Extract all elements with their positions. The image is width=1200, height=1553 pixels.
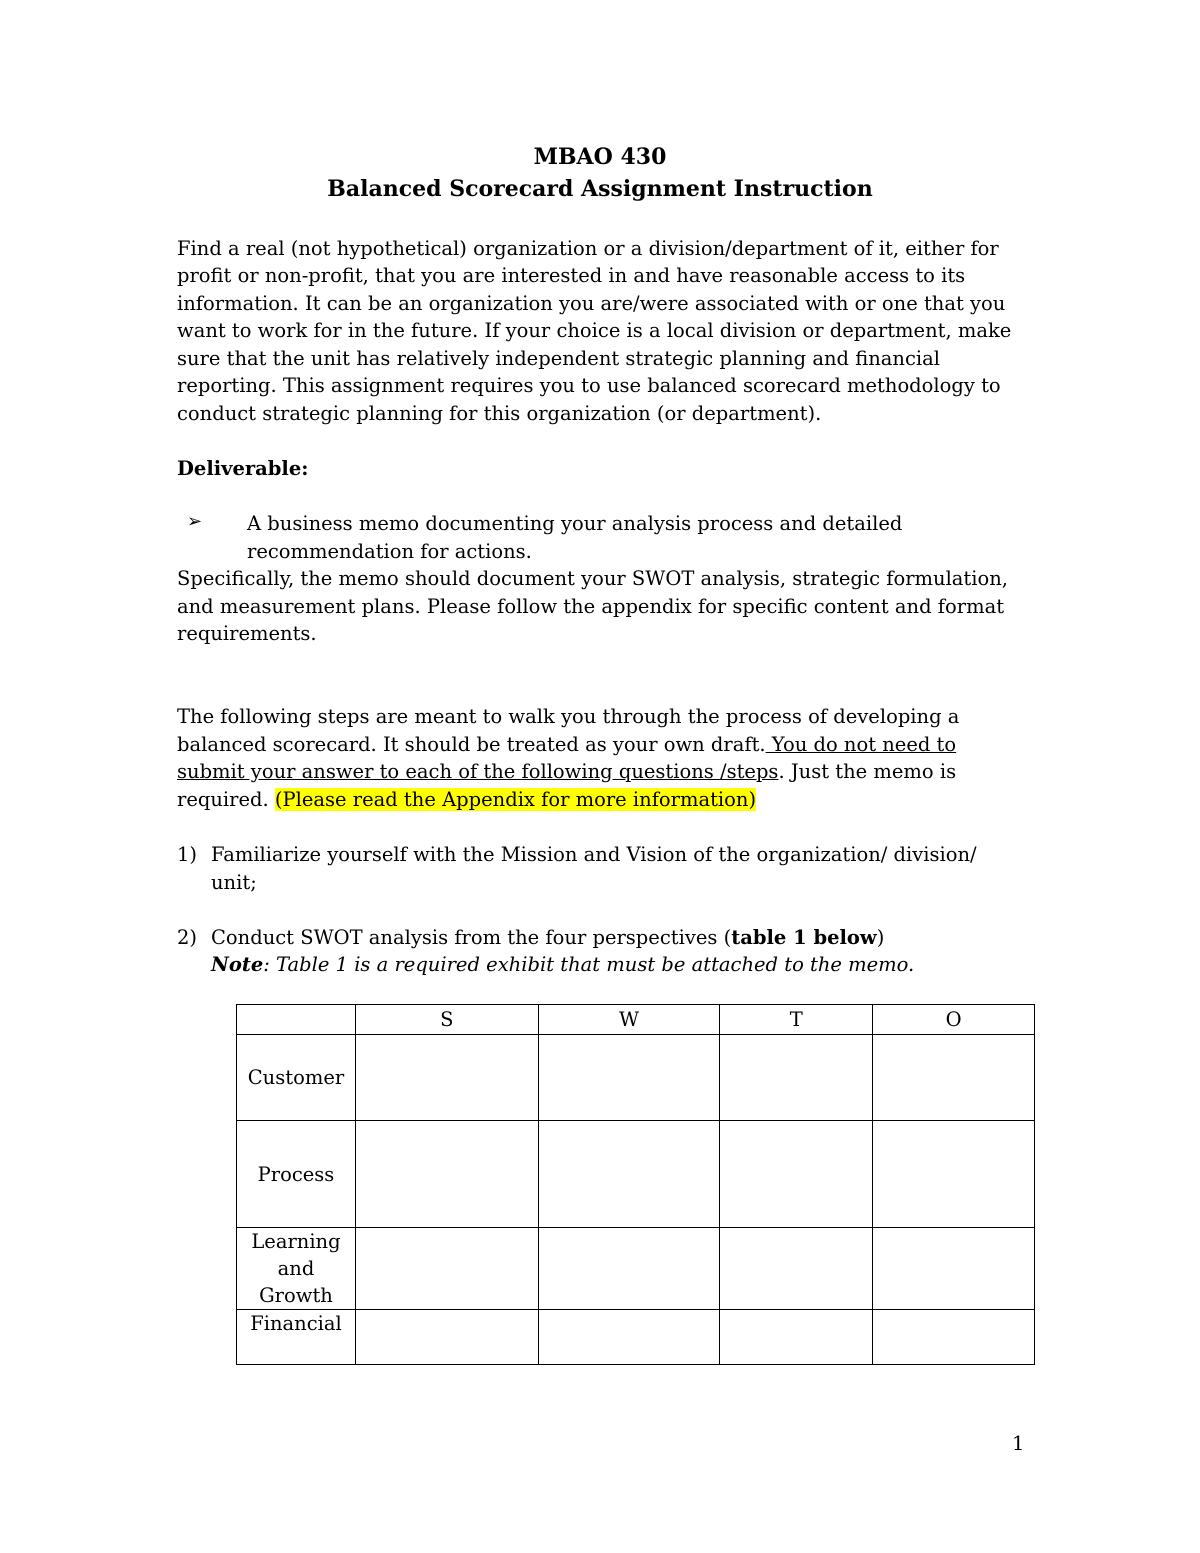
deliverable-detail-line: and measurement plans. Please follow the appendix for specific content and format: [177, 595, 1005, 618]
intro-line: information. It can be an organization you are/were associated with or one that you: [177, 292, 1006, 315]
table-cell: [538, 1310, 720, 1365]
row-label: [237, 1228, 356, 1310]
note-label: Note: [211, 953, 264, 976]
table-cell: [873, 1035, 1035, 1121]
table-cell: [355, 1121, 538, 1228]
bullet-line: recommendation for actions.: [247, 540, 532, 563]
table-cell: [873, 1228, 1035, 1310]
deliverable-heading: Deliverable:: [177, 457, 309, 480]
step-number: 1): [177, 843, 198, 866]
steps-intro-line: The following steps are meant to walk you through the process of developing a: [177, 705, 960, 728]
page-number: 1: [1012, 1432, 1025, 1455]
header-cell: O: [873, 1005, 1035, 1035]
step-line: [211, 924, 1071, 952]
step-number: 2): [177, 926, 198, 949]
table-cell: [355, 1035, 538, 1121]
note-text: : Table 1 is a required exhibit that must be attached to the memo.: [263, 953, 915, 976]
header-cell: [237, 1005, 356, 1035]
table-row: [237, 1228, 1035, 1310]
row-label: Customer: [237, 1035, 356, 1121]
row-label: Process: [237, 1121, 356, 1228]
header-cell: W: [538, 1005, 720, 1035]
table-row: [237, 1035, 1035, 1121]
step-note: [211, 951, 1071, 979]
document-title: Balanced Scorecard Assignment Instruction: [327, 176, 873, 202]
steps-intro-line: [177, 786, 1037, 814]
step-line: Familiarize yourself with the Mission and Vision of the organization/ division/: [211, 843, 977, 866]
row-label-line: and: [277, 1257, 315, 1280]
underlined-instruction: You do not need to: [765, 733, 957, 756]
table-cell: [538, 1121, 720, 1228]
table-reference: table 1 below: [731, 926, 877, 949]
table-cell: [538, 1228, 720, 1310]
table-cell: [720, 1121, 873, 1228]
table-row: [237, 1310, 1035, 1365]
course-code: MBAO 430: [533, 144, 667, 170]
table-cell: [873, 1121, 1035, 1228]
swot-table: [236, 1004, 1035, 1365]
intro-line: profit or non-profit, that you are interested in and have reasonable access to its: [177, 264, 966, 287]
intro-line: Find a real (not hypothetical) organization or a division/department of it, either for: [177, 237, 999, 260]
row-label-line: Growth: [259, 1284, 333, 1307]
bullet-line: A business memo documenting your analysis process and detailed: [247, 512, 903, 535]
deliverable-detail-line: requirements.: [177, 622, 317, 645]
intro-line: want to work for in the future. If your choice is a local division or department, make: [177, 319, 1012, 342]
table-cell: [720, 1228, 873, 1310]
steps-intro-line: [177, 758, 1037, 786]
steps-intro-line: [177, 731, 1037, 759]
row-label: Financial: [237, 1310, 356, 1365]
table-cell: [538, 1035, 720, 1121]
steps-intro-text: . Just the memo is: [778, 760, 957, 783]
step-text: Conduct SWOT analysis from the four perspectives (: [211, 926, 732, 949]
table-row: [237, 1121, 1035, 1228]
header-cell: T: [720, 1005, 873, 1035]
header-cell: S: [355, 1005, 538, 1035]
step-line: unit;: [211, 871, 257, 894]
table-cell: [355, 1228, 538, 1310]
steps-intro-text: required.: [177, 788, 275, 811]
steps-intro-text: balanced scorecard. It should be treated as your own draft.: [177, 733, 766, 756]
intro-line: reporting. This assignment requires you to use balanced scorecard methodology to: [177, 374, 1001, 397]
underlined-instruction: submit your answer to each of the following questions /steps: [177, 760, 779, 783]
deliverable-detail-line: Specifically, the memo should document your SWOT analysis, strategic formulation,: [177, 567, 1008, 590]
table-cell: [873, 1310, 1035, 1365]
arrowhead-bullet-icon: ➢: [187, 511, 203, 532]
table-cell: [355, 1310, 538, 1365]
table-header-row: [237, 1005, 1035, 1035]
intro-line: conduct strategic planning for this organization (or department).: [177, 402, 822, 425]
intro-line: sure that the unit has relatively independent strategic planning and financial: [177, 347, 940, 370]
row-label-line: Learning: [251, 1230, 341, 1253]
table-cell: [720, 1310, 873, 1365]
highlighted-appendix-note: (Please read the Appendix for more information): [274, 788, 757, 811]
step-text: ): [876, 926, 885, 949]
table-cell: [720, 1035, 873, 1121]
